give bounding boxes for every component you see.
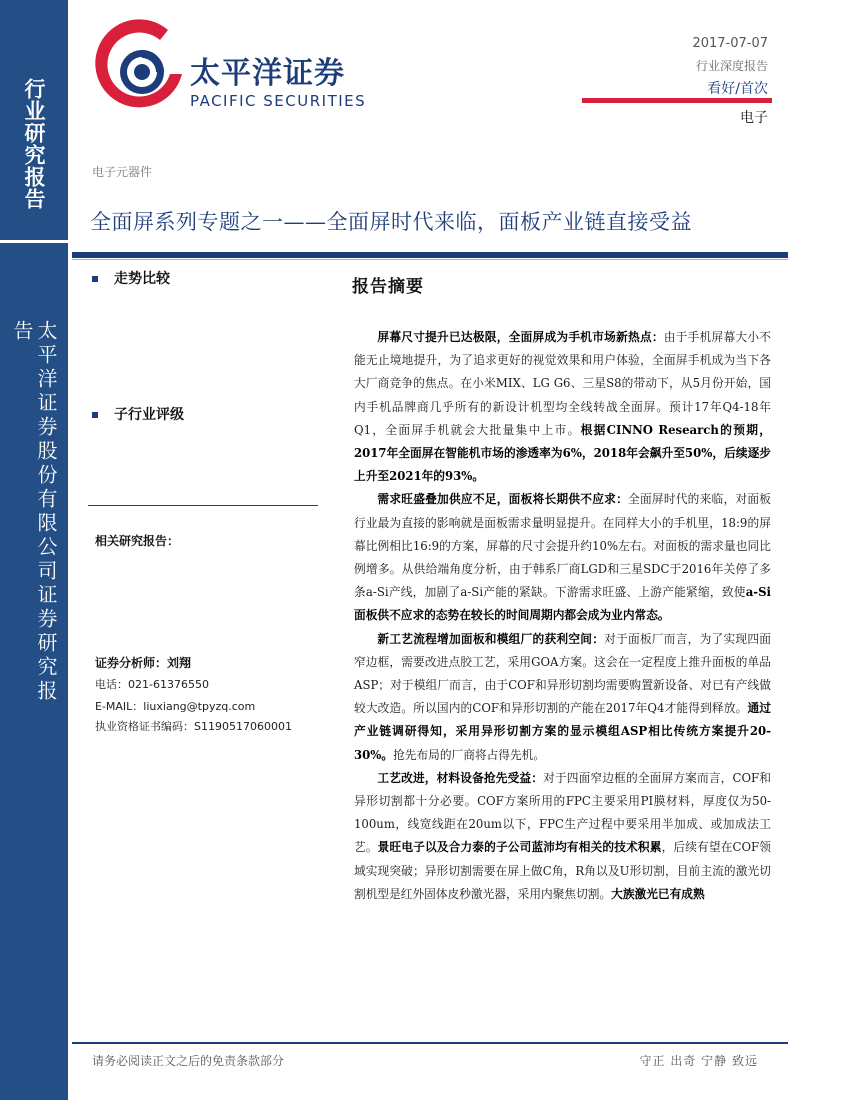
- square-bullet-icon: [92, 412, 98, 418]
- related-reports-label: 相关研究报告：: [95, 534, 180, 548]
- paragraph-text: ，后续有望在COF领域实现突破；异形切割需要在屏上做C角，R角以及U形切割，目前主流的激光切割机型是红外固体皮秒激光器，采用内聚焦切割。: [354, 840, 771, 901]
- paragraph-text: 抢先布局的厂商将占得先机。: [393, 747, 546, 762]
- title-rule: [72, 252, 788, 258]
- sidebar-band: [0, 0, 68, 1100]
- company-logo: [90, 18, 390, 118]
- logo-mark-icon: [90, 18, 190, 118]
- title-rule-thin: [72, 259, 788, 260]
- trend-section-label: [92, 268, 170, 288]
- paragraph-emphasis: 大族激光已有成熟: [611, 886, 705, 901]
- sidebar-top: [0, 0, 68, 240]
- summary-body: [354, 326, 771, 906]
- report-category: 电子元器件: [92, 165, 153, 179]
- paragraph-text: 对于四面窄边框的全面屏方案而言，COF和异形切割都十分必要。COF方案所用的FPC主要采用PI膜材料，厚度仅为50-100um，线宽线距在20um以下，FPC生产过程中要采用半加成、或加成法工艺。: [354, 770, 771, 855]
- footer-motto: 守正 出奇 宁静 致远: [639, 1054, 758, 1068]
- paragraph-emphasis: 景旺电子以及合力泰的子公司蓝沛均有相关的技术积累: [377, 840, 662, 855]
- header-accent-bar: [582, 98, 772, 103]
- sidebar-company-label: 太平洋证券股份有限公司证券研究报告: [10, 320, 58, 704]
- report-industry: 电子: [740, 110, 768, 126]
- summary-paragraph: [354, 767, 771, 906]
- summary-heading: 报告摘要: [352, 277, 424, 297]
- summary-paragraph: [354, 488, 771, 627]
- report-rating: 看好/首次: [707, 81, 768, 97]
- analyst-name: 证券分析师：刘翔: [95, 656, 192, 670]
- paragraph-lead: 屏幕尺寸提升已达极限，全面屏成为手机市场新热点：: [377, 330, 664, 344]
- summary-paragraph: [354, 326, 771, 488]
- square-bullet-icon: [92, 276, 98, 282]
- left-column-divider: [88, 505, 318, 506]
- paragraph-text: 全面屏时代的来临，对面板行业最为直接的影响就是面板需求量明显提升。在同样大小的手机里，18:9的屏幕比例相比16:9的方案，屏幕的尺寸会提升约10%左右。对面板的需求量也同比例增多。从供给端角度分析，由于韩系厂商LGD和三星SDC于2016年关停了多条a-Si产线，加剧了a-Si产能的紧缺。下游需求旺盛、上游产能紧缩，致使: [354, 492, 771, 600]
- logo-name-cn: 太平洋证券: [190, 56, 345, 91]
- paragraph-text: 对于面板厂而言，为了实现四面窄边框，需要改进点胶工艺，采用GOA方案。这会在一定程度上推升面板的单品ASP；对于模组厂而言，由于COF和异形切割均需要购置新设备、对已有产线做较大改造。所以国内的COF和异形切割的产能在2017年Q4才能得到释放。: [354, 631, 771, 716]
- paragraph-emphasis: 根据CINNO Research的预期，2017年全面屏在智能机市场的渗透率为6%，2018年会飙升至50%，后续逐步上升至2021年的93%。: [354, 422, 771, 484]
- logo-name-en: PACIFIC SECURITIES: [190, 92, 367, 110]
- report-date: 2017-07-07: [692, 36, 768, 51]
- paragraph-emphasis: 通过产业链调研得知，采用异形切割方案的显示模组ASP相比传统方案提升20-30%。: [354, 701, 771, 762]
- rating-label-text: 子行业评级: [114, 407, 184, 423]
- footer-disclaimer: 请务必阅读正文之后的免责条款部分: [92, 1054, 285, 1068]
- sidebar-report-label: 行业研究报告: [22, 78, 47, 210]
- analyst-email: E-MAIL：liuxiang@tpyzq.com: [95, 700, 256, 713]
- rating-section-label: [92, 404, 184, 424]
- analyst-license: 执业资格证书编码：S1190517060001: [95, 720, 292, 733]
- report-type: 行业深度报告: [695, 59, 768, 73]
- footer-rule: [72, 1042, 788, 1044]
- sidebar-divider: [0, 240, 68, 243]
- paragraph-lead: 新工艺流程增加面板和模组厂的获利空间：: [377, 631, 605, 646]
- paragraph-lead: 工艺改进，材料设备抢先受益：: [377, 770, 544, 785]
- report-title: 全面屏系列专题之一——全面屏时代来临，面板产业链直接受益: [90, 210, 692, 234]
- analyst-phone: 电话：021-61376550: [95, 678, 209, 691]
- paragraph-text: 由于手机屏幕大小不能无止境地提升，为了追求更好的视觉效果和用户体验，全面屏手机成为当下各大厂商竞争的焦点。在小米MIX、LG G6、三星S8的带动下，从5月份开始，国内手机品牌商几乎所有的新设计机型均全线转战全面屏。预计17年Q4-18年Q1，全面屏手机就会大批量集中上市。: [354, 330, 771, 437]
- paragraph-lead: 需求旺盛叠加供应不足，面板将长期供不应求：: [377, 492, 629, 507]
- sidebar-bottom: [0, 320, 68, 720]
- paragraph-emphasis: a-Si面板供不应求的态势在较长的时间周期内都会成为业内常态。: [354, 585, 771, 623]
- trend-label-text: 走势比较: [114, 271, 170, 287]
- summary-paragraph: [354, 628, 771, 767]
